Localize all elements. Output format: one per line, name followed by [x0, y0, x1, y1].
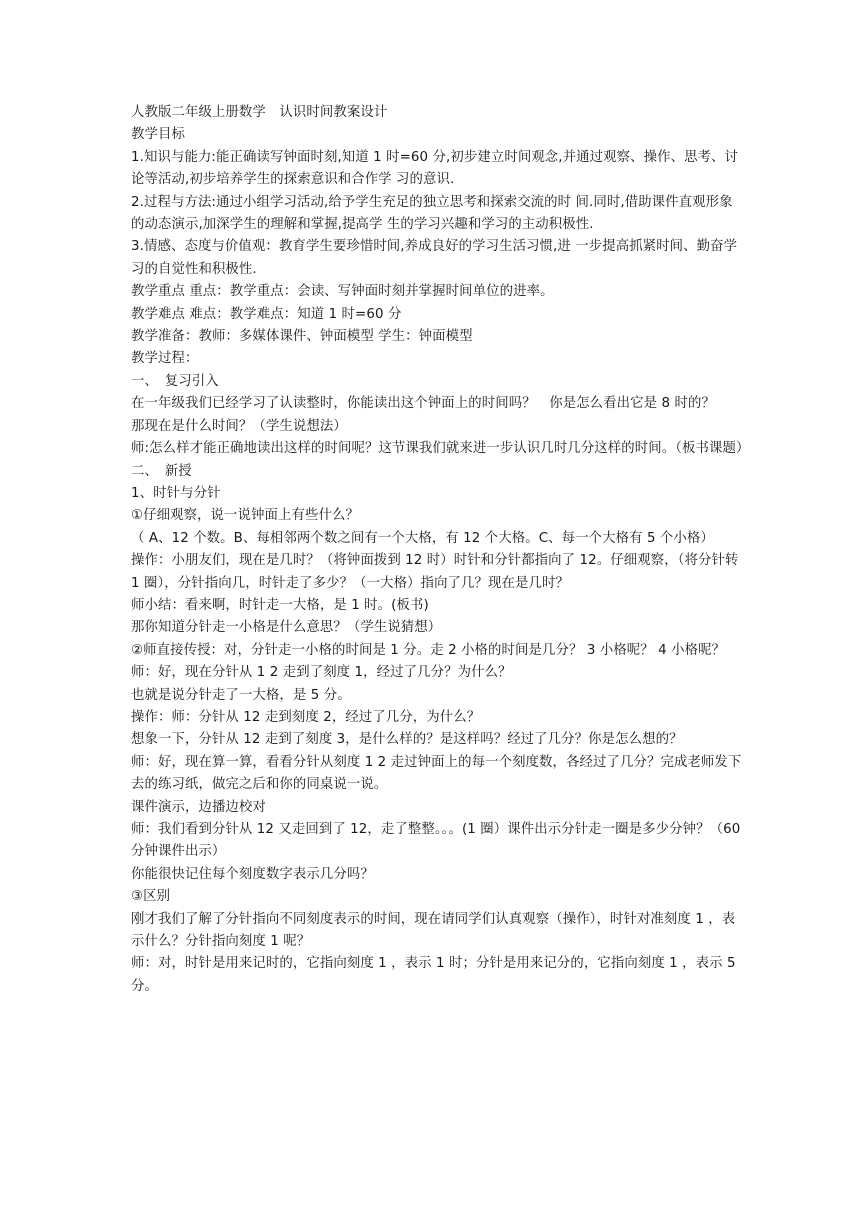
- paragraph: 1.知识与能力:能正确读写钟面时刻,知道 1 时=60 分,初步建立时间观念,并通过观察、操作、思考、讨论等活动,初步培养学生的探索意识和合作学 习的意识.: [131, 149, 739, 188]
- paragraph: 教学难点 难点：教学难点：知道 1 时=60 分: [131, 306, 402, 322]
- paragraph: 师：我们看到分针从 12 又走回到了 12，走了整整。。。(1 圈）课件出示分针走一圈是多少分钟？（60 分钟课件出示）: [131, 822, 741, 860]
- paragraph: 师:怎么样才能正确地读出这样的时间呢？这节课我们就来进一步认识几时几分这样的时间。（板书课题）: [131, 441, 750, 457]
- paragraph: 想象一下，分针从 12 走到了刻度 3，是什么样的？是这样吗？经过了几分？你是怎么想的？: [131, 732, 683, 748]
- paragraph: （ A、12 个数。B、每相邻两个数之间有一个大格，有 12 个大格。C、每一个大格有 5 个小格）: [131, 530, 714, 546]
- paragraph: 操作：师：分针从 12 走到刻度 2，经过了几分，为什么？: [131, 709, 481, 725]
- paragraph: 你能很快记住每个刻度数字表示几分吗？: [131, 866, 374, 882]
- section-heading: 二、 新授: [131, 463, 192, 479]
- paragraph: 那现在是什么时间？（学生说想法）: [131, 418, 347, 434]
- paragraph: 在一年级我们已经学习了认读整时，你能读出这个钟面上的时间吗？ 你是怎么看出它是 8 时的？: [131, 396, 715, 412]
- paragraph: ①仔细观察，说一说钟面上有些什么？: [131, 508, 359, 524]
- paragraph: 也就是说分针走了一大格，是 5 分。: [131, 687, 351, 703]
- section-heading: ③区别: [131, 889, 171, 905]
- paragraph: 师：好，现在算一算，看看分针从刻度 1 2 走过钟面上的每一个刻度数，各经过了几分？完成老师发下去的练习纸，做完之后和你的同桌说一说。: [131, 754, 742, 793]
- paragraph: 教学准备：教师：多媒体课件、钟面模型 学生：钟面模型: [131, 329, 473, 345]
- paragraph: 操作：小朋友们，现在是几时？（将钟面拨到 12 时）时针和分针都指向了 12。仔细观察，（将分针转 1 圈），分针指向几，时针走了多少？（一大格）指向了几？现在是几时？: [131, 553, 739, 591]
- paragraph: 3.情感、态度与价值观：教育学生要珍惜时间,养成良好的学习生活习惯,进 一步提高抓紧时间、勤奋学习的自觉性和积极性.: [131, 239, 738, 277]
- paragraph: 那你知道分针走一小格是什么意思？（学生说猜想）: [131, 620, 442, 636]
- paragraph: 课件演示，边播边校对: [131, 799, 266, 815]
- paragraph: 2.过程与方法:通过小组学习活动,给予学生充足的独立思考和探索交流的时 间.同时,借助课件直观形象的动态演示,加深学生的理解和掌握,提高学 生的学习兴趣和学习的主动积极性.: [131, 194, 733, 233]
- paragraph: 师：好，现在分针从 1 2 走到了刻度 1，经过了几分？为什么？: [131, 665, 512, 681]
- paragraph: 师小结：看来啊，时针走一大格，是 1 时。(板书): [131, 597, 429, 613]
- document-body: [131, 102, 750, 998]
- section-heading: 1、时针与分针: [131, 485, 221, 501]
- section-heading: 教学过程：: [131, 351, 199, 367]
- section-heading: 一、 复习引入: [131, 373, 219, 389]
- document-title: 人教版二年级上册数学 认识时间教案设计: [131, 105, 388, 120]
- paragraph: ②师直接传授：对，分针走一小格的时间是 1 分。走 2 小格的时间是几分？ 3 小格呢？ 4 小格呢？: [131, 642, 726, 658]
- paragraph: 教学重点 重点：教学重点：会读、写钟面时刻并掌握时间单位的进率。: [131, 284, 554, 300]
- paragraph: 刚才我们了解了分针指向不同刻度表示的时间，现在请同学们认真观察（操作），时针对准刻度 1 ，表示什么？分针指向刻度 1 呢？: [131, 911, 736, 950]
- paragraph: 师：对，时针是用来记时的，它指向刻度 1 ，表示 1 时；分针是用来记分的，它指向刻度 1 ，表示 5 分。: [131, 956, 736, 994]
- section-heading: 教学目标: [131, 127, 185, 143]
